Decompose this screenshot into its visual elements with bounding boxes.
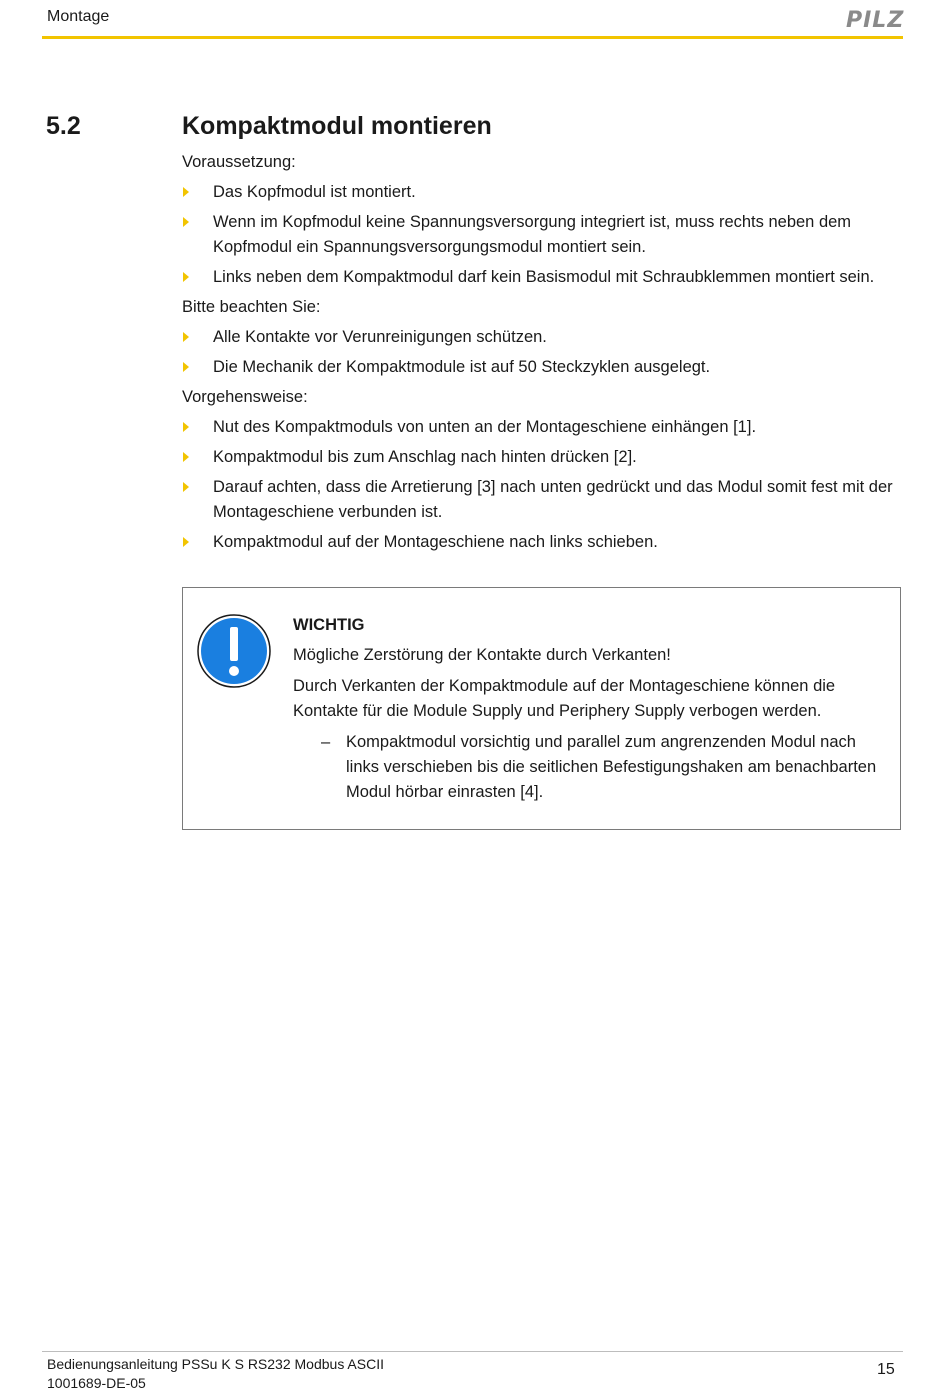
list-item: Links neben dem Kompaktmodul darf kein Basismodul mit Schraubklemmen montiert sein.: [182, 265, 902, 290]
list-item: Kompaktmodul bis zum Anschlag nach hinten drücken [2].: [182, 445, 902, 470]
procedure-label: Vorgehensweise:: [182, 388, 308, 406]
important-notice-box: [182, 587, 901, 830]
footer-rule: [42, 1351, 903, 1352]
exclamation-icon: [196, 613, 272, 689]
header-rule: [42, 36, 903, 39]
arrow-bullet-icon: [183, 482, 189, 492]
section-title: Kompaktmodul montieren: [182, 112, 492, 140]
notes-list: [182, 325, 902, 380]
prerequisites-label: Voraussetzung:: [182, 153, 296, 171]
dash-marker: –: [321, 733, 331, 751]
section-number: 5.2: [46, 112, 81, 140]
list-item: Wenn im Kopfmodul keine Spannungsversorgung integriert ist, muss rechts neben dem Kopfmodul ein Spannungsversorgungsmodul montiert sein.: [182, 210, 902, 260]
notice-body: [293, 613, 883, 805]
main-content: [182, 150, 902, 560]
pilz-logo: PILZ: [846, 8, 905, 33]
notice-step: [293, 730, 883, 805]
notice-title: WICHTIG: [293, 616, 365, 634]
arrow-bullet-icon: [183, 362, 189, 372]
footer-doc-title: Bedienungsanleitung PSSu K S RS232 Modbus ASCII: [47, 1356, 384, 1372]
notice-headline: Mögliche Zerstörung der Kontakte durch Verkanten!: [293, 646, 671, 664]
arrow-bullet-icon: [183, 452, 189, 462]
list-item: Darauf achten, dass die Arretierung [3] nach unten gedrückt und das Modul somit fest mit der Montageschiene verbunden ist.: [182, 475, 902, 525]
procedure-list: [182, 415, 902, 555]
arrow-bullet-icon: [183, 217, 189, 227]
notice-text: Durch Verkanten der Kompaktmodule auf der Montageschiene können die Kontakte für die Module Supply und Periphery Supply verbogen werden.: [293, 677, 836, 720]
list-item: Die Mechanik der Kompaktmodule ist auf 50 Steckzyklen ausgelegt.: [182, 355, 902, 380]
arrow-bullet-icon: [183, 537, 189, 547]
header-section-title: Montage: [47, 8, 110, 25]
list-item: Das Kopfmodul ist montiert.: [182, 180, 902, 205]
notice-step-text: Kompaktmodul vorsichtig und parallel zum angrenzenden Modul nach links verschieben bis die seitlichen Befestigungshaken am benachbarten Modul hörbar einrasten [4].: [346, 733, 877, 801]
arrow-bullet-icon: [183, 272, 189, 282]
list-item: Nut des Kompaktmoduls von unten an der Montageschiene einhängen [1].: [182, 415, 902, 440]
page-number: 15: [877, 1361, 895, 1378]
list-item: Alle Kontakte vor Verunreinigungen schützen.: [182, 325, 902, 350]
prerequisites-list: [182, 180, 902, 290]
notes-label: Bitte beachten Sie:: [182, 298, 321, 316]
arrow-bullet-icon: [183, 422, 189, 432]
footer-doc-number: 1001689-DE-05: [47, 1375, 146, 1391]
list-item: Kompaktmodul auf der Montageschiene nach links schieben.: [182, 530, 902, 555]
arrow-bullet-icon: [183, 332, 189, 342]
arrow-bullet-icon: [183, 187, 189, 197]
